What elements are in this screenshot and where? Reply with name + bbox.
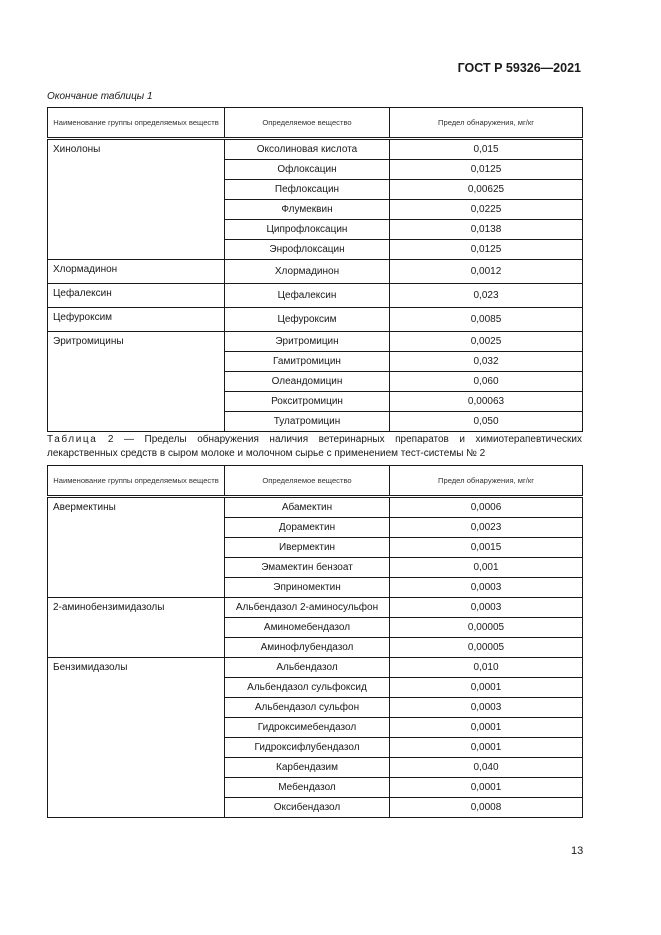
table1-caption: Окончание таблицы 1 — [47, 91, 153, 102]
substance-cell: Альбендазол сульфон — [225, 698, 390, 718]
table1 — [47, 107, 583, 432]
substance-cell: Эритромицин — [225, 332, 390, 352]
detection-limit-cell: 0,0225 — [390, 200, 583, 220]
column-header-group: Наименование группы определяемых веществ — [48, 108, 225, 139]
table2-caption-label: Таблица — [47, 434, 98, 445]
table2-caption-text: 2 — Пределы обнаружения наличия ветеринарных препаратов и химиотерапевтических лекарственных средств в сыром молоке и молочном сырье с применением тест-системы № 2 — [47, 434, 582, 459]
substance-cell: Энрофлоксацин — [225, 240, 390, 260]
group-name-cell: Бензимидазолы — [48, 658, 225, 818]
detection-limit-cell: 0,032 — [390, 352, 583, 372]
substance-cell: Абамектин — [225, 497, 390, 518]
detection-limit-cell: 0,00005 — [390, 638, 583, 658]
detection-limit-cell: 0,0015 — [390, 538, 583, 558]
group-name-cell: Авермектины — [48, 497, 225, 598]
substance-cell: Цефуроксим — [225, 308, 390, 332]
column-header-limit: Предел обнаружения, мг/кг — [390, 108, 583, 139]
detection-limit-cell: 0,0008 — [390, 798, 583, 818]
standard-code: ГОСТ Р 59326—2021 — [457, 61, 581, 75]
detection-limit-cell: 0,0001 — [390, 718, 583, 738]
detection-limit-cell: 0,0003 — [390, 578, 583, 598]
detection-limit-cell: 0,0023 — [390, 518, 583, 538]
substance-cell: Флумеквин — [225, 200, 390, 220]
substance-cell: Офлоксацин — [225, 160, 390, 180]
group-name-cell: Эритромицины — [48, 332, 225, 432]
detection-limit-cell: 0,060 — [390, 372, 583, 392]
detection-limit-cell: 0,0025 — [390, 332, 583, 352]
table-row — [48, 308, 583, 332]
substance-cell: Рокситромицин — [225, 392, 390, 412]
table-row — [48, 284, 583, 308]
page-number: 13 — [571, 845, 584, 857]
table2 — [47, 465, 583, 818]
detection-limit-cell: 0,015 — [390, 139, 583, 160]
detection-limit-cell: 0,040 — [390, 758, 583, 778]
table-row — [48, 332, 583, 352]
substance-cell: Пефлоксацин — [225, 180, 390, 200]
substance-cell: Аминомебендазол — [225, 618, 390, 638]
detection-limit-cell: 0,0125 — [390, 160, 583, 180]
detection-limit-cell: 0,001 — [390, 558, 583, 578]
detection-limit-cell: 0,0001 — [390, 678, 583, 698]
detection-limit-cell: 0,023 — [390, 284, 583, 308]
detection-limit-cell: 0,050 — [390, 412, 583, 432]
substance-cell: Олеандомицин — [225, 372, 390, 392]
detection-limit-cell: 0,0001 — [390, 738, 583, 758]
detection-limit-cell: 0,010 — [390, 658, 583, 678]
detection-limit-cell: 0,0003 — [390, 698, 583, 718]
substance-cell: Цефалексин — [225, 284, 390, 308]
substance-cell: Мебендазол — [225, 778, 390, 798]
substance-cell: Ципрофлоксацин — [225, 220, 390, 240]
table2-body — [48, 497, 583, 818]
table-row — [48, 658, 583, 678]
substance-cell: Гидроксифлубендазол — [225, 738, 390, 758]
detection-limit-cell: 0,0006 — [390, 497, 583, 518]
table-row — [48, 260, 583, 284]
table1-body — [48, 139, 583, 432]
group-name-cell: Хинолоны — [48, 139, 225, 260]
column-header-substance: Определяемое вещество — [225, 466, 390, 497]
table-row — [48, 497, 583, 518]
column-header-limit: Предел обнаружения, мг/кг — [390, 466, 583, 497]
group-name-cell: Хлормадинон — [48, 260, 225, 284]
substance-cell: Дорамектин — [225, 518, 390, 538]
group-name-cell: Цефалексин — [48, 284, 225, 308]
substance-cell: Эмамектин бензоат — [225, 558, 390, 578]
substance-cell: Альбендазол сульфоксид — [225, 678, 390, 698]
detection-limit-cell: 0,0001 — [390, 778, 583, 798]
substance-cell: Ивермектин — [225, 538, 390, 558]
detection-limit-cell: 0,00005 — [390, 618, 583, 638]
substance-cell: Альбендазол — [225, 658, 390, 678]
column-header-group: Наименование группы определяемых веществ — [48, 466, 225, 497]
detection-limit-cell: 0,0003 — [390, 598, 583, 618]
group-name-cell: 2-аминобензимидазолы — [48, 598, 225, 658]
detection-limit-cell: 0,0085 — [390, 308, 583, 332]
substance-cell: Гидроксимебендазол — [225, 718, 390, 738]
detection-limit-cell: 0,0138 — [390, 220, 583, 240]
detection-limit-cell: 0,00625 — [390, 180, 583, 200]
detection-limit-cell: 0,00063 — [390, 392, 583, 412]
table-row — [48, 139, 583, 160]
detection-limit-cell: 0,0125 — [390, 240, 583, 260]
substance-cell: Оксолиновая кислота — [225, 139, 390, 160]
detection-limit-cell: 0,0012 — [390, 260, 583, 284]
substance-cell: Альбендазол 2-аминосульфон — [225, 598, 390, 618]
substance-cell: Оксибендазол — [225, 798, 390, 818]
table-row — [48, 598, 583, 618]
substance-cell: Гамитромицин — [225, 352, 390, 372]
column-header-substance: Определяемое вещество — [225, 108, 390, 139]
substance-cell: Карбендазим — [225, 758, 390, 778]
substance-cell: Тулатромицин — [225, 412, 390, 432]
group-name-cell: Цефуроксим — [48, 308, 225, 332]
substance-cell: Хлормадинон — [225, 260, 390, 284]
substance-cell: Эприномектин — [225, 578, 390, 598]
substance-cell: Аминофлубендазол — [225, 638, 390, 658]
table2-caption — [47, 433, 582, 461]
